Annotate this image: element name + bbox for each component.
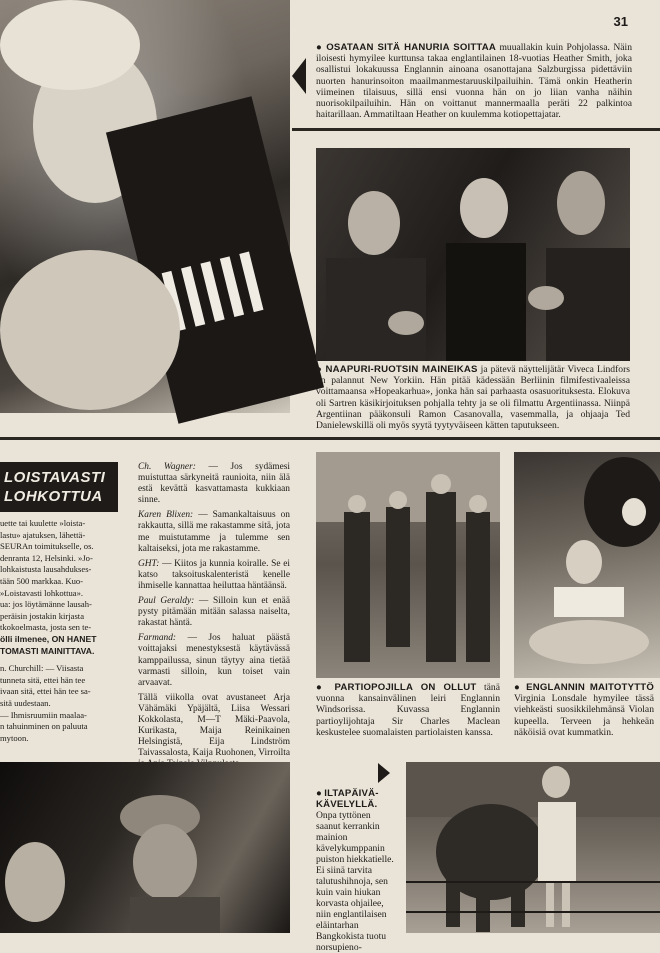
end-line: n tahuinminen on paluuta — [0, 721, 88, 732]
quote — [138, 559, 290, 592]
quote-author: Karen Blixen: — [138, 510, 194, 521]
end-line: mytoon. — [0, 732, 29, 743]
quote-text: — Kiitos ja kunnia koiralle. Se ei katso taksoituskalenteristä kenelle ihmiselle kannattaa heiluttaa häntäänsä. — [138, 558, 290, 591]
quote-text: — Jos haluat päästä voittajaksi menestyksestä käytävässä kamppailussa, sinun täytyy aina tietää varmasti silloin, kun toiset vain arvaavat. — [138, 633, 290, 688]
bullet-icon: ● — [316, 364, 326, 375]
elephant-photo — [406, 762, 660, 933]
intro-line: denranta 12, Helsinki. »Jo- — [0, 552, 93, 563]
quote — [138, 596, 290, 629]
maito-lead: ENGLANNIN MAITOTYTTÖ — [526, 682, 655, 693]
intro-line: tkokoelmasta, josta sen te- — [0, 622, 92, 633]
intro-line: peräisin jostakin kirjasta — [0, 610, 85, 621]
maito-text: Virginia Lonsdale hymyilee tässä viehkeästi suosikkilehmänsä Violan kupeella. Terveen ja hehkeän näköisiä ovat kummatkin. — [514, 693, 654, 738]
accordion-illustration — [0, 0, 290, 413]
intro-line: TOMASTI MAINITTAVA. — [0, 645, 95, 656]
intro-line: tään 500 markkaa. Kuo- — [0, 575, 84, 586]
intro-line: SEURAn toimitukselle, os. — [0, 541, 94, 552]
intro-line: lastu» ajatuksen, lähettä- — [0, 529, 86, 540]
quote-author: Ch. Wagner: — [138, 462, 196, 472]
arrow-right-icon — [378, 763, 390, 783]
milkmaid-photo — [514, 452, 660, 678]
hanuri-text: muuallakin kuin Pohjolassa. Näin iloisesti hymyilee kurttunsa takaa englantilainen 18-vuotias Heather Smith, joka osallistui lokakuussa Englannin ainoana osanottajana Salzburgissa pidettäviin nuorten hanurinsoiton maailmanmestaruuskilpailuihin. Tämä onkin Heatherin viimeinen tilaisuus, sillä ensi vuonna hän on jo liian vanha näihin nuorisokilpailuihin. Hän on voittanut mannermaalla peräti 22 palkintoa haitarillaan. Ammatiltaan Heather on kuulemma kotiopettajatar. — [316, 42, 633, 121]
lindfors-photo — [316, 148, 630, 361]
accordion-girl-photo — [0, 0, 290, 413]
divider — [292, 128, 660, 131]
elephant-illustration — [406, 762, 660, 933]
iltapaiva-text: Onpa tyttönen saanut kerrankin mainion kävelykumppanin puiston hiekkatielle. Ei siinä tarvita talutushihnoja, sen kuin vain hiukan korvasta ohjailee, niin englantilaisen eläintarhan Bangkokista tuotu norsupieno- — [316, 810, 394, 953]
loistavasti-logo: LOISTAVASTI LOHKOTTUA — [0, 462, 118, 512]
intro-line: ua: jos löytämänne lausah- — [0, 599, 92, 610]
partio-caption — [316, 682, 500, 738]
churchill-line: ivaan sitä, ettei hän tee sa- — [0, 686, 91, 697]
intro-line: lohkaistusta lausahdukses- — [0, 564, 92, 575]
divider — [0, 437, 660, 440]
quote — [138, 510, 290, 554]
partio-text: tänä vuonna kansainvälinen leiri Englannin Windsorissa. Kuvassa Englannin partioylijohtaja Sir Charles Maclean keskustelee suomalaisten partiolaisten kanssa. — [316, 682, 500, 738]
bullet-icon: ● — [316, 788, 325, 799]
iltapaiva-lead: ILTAPÄIVÄ-KÄVELYLLÄ. — [316, 788, 379, 810]
movie-still-illustration — [0, 762, 290, 933]
loistavasti-intro — [0, 518, 118, 744]
quote-text: — Samankaltaisuus on rakkautta, sillä me rakastamme sitä, jota me muistutamme ja tulemme sen kaltaiseksi, jota me rakastamme. — [138, 510, 290, 554]
iltapaiva-caption — [316, 788, 396, 953]
quote-author: Paul Geraldy: — [138, 596, 195, 607]
quote-text: — Jos sydämesi muistuttaa särkyneitä raunioita, niin älä estä kevättä kasvattamasta kukkiaan sinne. — [138, 462, 290, 506]
milkmaid-illustration — [514, 452, 660, 678]
churchill-line: n. Churchill: — Viisasta — [0, 663, 84, 674]
helpers: Tällä viikolla ovat avustaneet Arja Vähämäki Ypäjältä, Liisa Wessari Kokkolasta, M—T Mäki-Paavola, Kurikasta, Maija Reinikainen Helsingistä, Eija Lindström Taivassalosta, Kaija Ruohonen, Virroilta — [138, 692, 290, 759]
lindfors-illustration — [316, 148, 630, 361]
quote-author: GHT: — [138, 558, 160, 569]
hanuri-lead: OSATAAN SITÄ HANURIA SOITTAA — [326, 42, 497, 53]
quotes-column — [138, 462, 290, 774]
arrow-left-icon — [292, 58, 306, 94]
intro-line: ölli ilmenee, ON HANET — [0, 633, 97, 644]
quote-author: Farmand: — [138, 633, 177, 644]
intro-line: »Loistavasti lohkottua». — [0, 587, 84, 598]
movie-still-photo — [0, 762, 290, 933]
end-line: — Ihmisruumiin maalaa- — [0, 709, 87, 720]
hanuri-caption — [316, 42, 632, 120]
bullet-icon: ● — [514, 682, 527, 693]
churchill-line: tunneta sitä, ettei hän tee — [0, 674, 86, 685]
churchill-line: sitä uudestaan. — [0, 697, 51, 708]
intro-line: uette tai kuulette »loista- — [0, 518, 86, 528]
bullet-icon: ● — [316, 682, 335, 693]
naapuri-lead: NAAPURI-RUOTSIN MAINEIKAS — [325, 364, 478, 375]
quote-text: — Silloin kun et enää pysty pitämään mitään salassa naiselta, rakastat häntä. — [138, 596, 290, 629]
page-number: 31 — [613, 14, 628, 29]
partio-lead: PARTIOPOJILLA ON OLLUT — [334, 682, 477, 693]
naapuri-caption — [316, 364, 630, 431]
quote — [138, 633, 290, 688]
quote — [138, 462, 290, 506]
naapuri-text: ja pätevä näyttelijätär Viveca Lindfors on palannut New Yorkiin. Hän pitää kädessään Berliinin filmifestivaaleissa voittamaansa »Hopeakarhua», jonka hän sai parhaasta osasuorituksesta. Elokuva oli Sartren käsikirjoituksen pohjalla tehty ja se oli filmattu Argentiinassa. Niinpä Argentiinan pääkonsuli Ramon Casanovalla, vasemmalla, ja ohjaaja Ted Danielewskillä oli myös syytä tyytyväiseen kätten taputukseen. — [316, 364, 630, 432]
scouts-photo — [316, 452, 500, 678]
scouts-illustration — [316, 452, 500, 678]
bullet-icon: ● — [316, 42, 327, 53]
maito-caption — [514, 682, 654, 738]
